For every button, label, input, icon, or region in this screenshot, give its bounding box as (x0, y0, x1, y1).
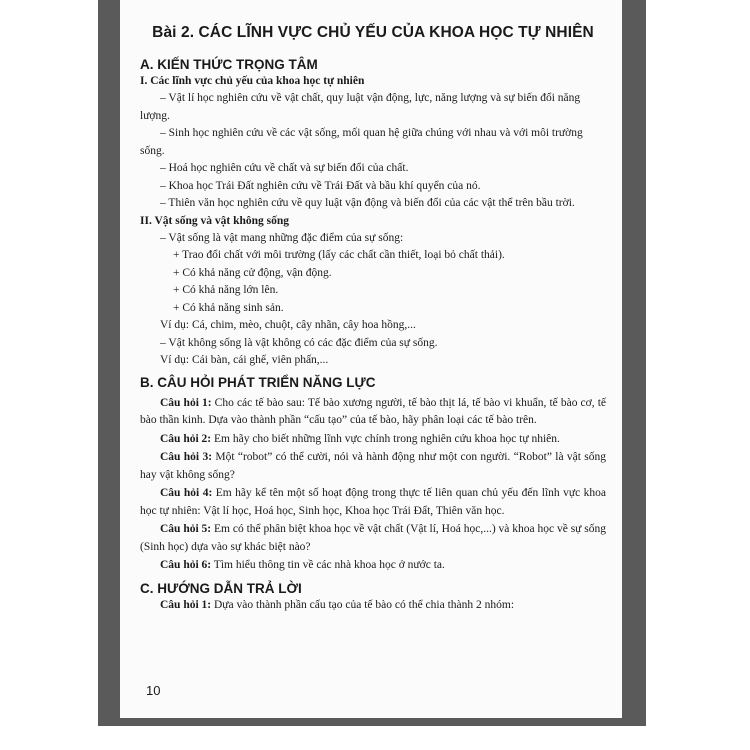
question-2 (140, 431, 606, 449)
living-feature: + Có khả năng sinh sản. (173, 301, 284, 314)
part-1-item: – Khoa học Trái Đất nghiên cứu về Trái Đất và bầu khí quyển của nó. (160, 179, 481, 192)
question-text: Cho các tế bào sau: Tế bào xương người, tế bào thịt lá, tế bào vi khuẩn, tế bào cơ, tế bào thần kinh. Dựa vào thành phần “cấu tạo” của tế bào, hãy phân loại các tế bào trên. (140, 396, 607, 426)
question-text: Một “robot” có thể cười, nói và hành động như một con người. “Robot” là vật sống hay vật không sống? (140, 451, 606, 481)
question-label: Câu hỏi 6: (160, 559, 212, 571)
living-feature: + Có khả năng lớn lên. (173, 284, 279, 296)
living-intro: – Vật sống là vật mang những đặc điểm của sự sống: (160, 231, 404, 244)
question-label: Câu hỏi 2: (160, 432, 212, 445)
section-a-heading: A. KIẾN THỨC TRỌNG TÂM (140, 57, 318, 72)
lesson-title: Bài 2. CÁC LĨNH VỰC CHỦ YẾU CỦA KHOA HỌC TỰ NHIÊN (152, 24, 594, 41)
answer-label: Câu hỏi 1: (160, 598, 212, 611)
question-label: Câu hỏi 1: (160, 396, 212, 409)
question-3 (140, 449, 606, 484)
part-1-item: – Thiên văn học nghiên cứu về quy luật vận động và biến đổi của các vật thể trên bầu trời. (160, 197, 575, 209)
part-1-item: – Vật lí học nghiên cứu về vật chất, quy luật vận động, lực, năng lượng và sự biến đổi năng lượng. (140, 92, 581, 122)
part-1-heading: I. Các lĩnh vực chủ yếu của khoa học tự nhiên (140, 75, 365, 87)
question-label: Câu hỏi 4: (160, 487, 213, 499)
question-text: Em hãy cho biết những lĩnh vực chính trong nghiên cứu khoa học tự nhiên. (211, 432, 560, 445)
part-1-item: – Sinh học nghiên cứu về các vật sống, mối quan hệ giữa chúng với nhau và với môi trường sống. (140, 127, 583, 157)
question-text: Em có thể phân biệt khoa học về vật chất (Vật lí, Hoá học,...) và khoa học về sự sống (Sinh học) dựa vào sự khác biệt nào? (140, 523, 607, 553)
question-text: Tìm hiểu thông tin về các nhà khoa học ở nước ta. (211, 559, 445, 571)
nonliving-def: – Vật không sống là vật không có các đặc điểm của sự sống. (160, 336, 438, 349)
part-2-heading: II. Vật sống và vật không sống (140, 214, 290, 227)
section-b-heading: B. CÂU HỎI PHÁT TRIỂN NĂNG LỰC (140, 374, 376, 390)
question-label: Câu hỏi 5: (160, 523, 212, 535)
example-living: Ví dụ: Cá, chim, mèo, chuột, cây nhãn, cây hoa hồng,... (160, 319, 416, 331)
question-text: Em hãy kể tên một số hoạt động trong thực tế liên quan chủ yếu đến lĩnh vực khoa học tự nhiên: Vật lí học, Hoá học, Sinh học, Khoa học Trái Đất, Thiên văn học. (140, 487, 606, 517)
part-1-item: – Hoá học nghiên cứu về chất và sự biến đổi của chất. (160, 162, 409, 174)
page-content (140, 24, 606, 615)
question-1 (140, 395, 606, 430)
answer-text: Dựa vào thành phần cấu tạo của tế bào có thể chia thành 2 nhóm: (211, 598, 515, 611)
living-feature: + Có khả năng cử động, vận động. (173, 266, 332, 279)
section-c-heading: C. HƯỚNG DẪN TRẢ LỜI (140, 580, 302, 596)
answer-1 (140, 597, 606, 615)
question-6 (140, 557, 606, 575)
example-nonliving: Ví dụ: Cái bàn, cái ghế, viên phấn,... (160, 354, 329, 366)
question-label: Câu hỏi 3: (160, 451, 213, 463)
living-feature: + Trao đổi chất với môi trường (lấy các chất cần thiết, loại bỏ chất thải). (173, 249, 505, 261)
page-number: 10 (146, 683, 161, 698)
question-5 (140, 521, 606, 556)
question-4 (140, 485, 606, 520)
